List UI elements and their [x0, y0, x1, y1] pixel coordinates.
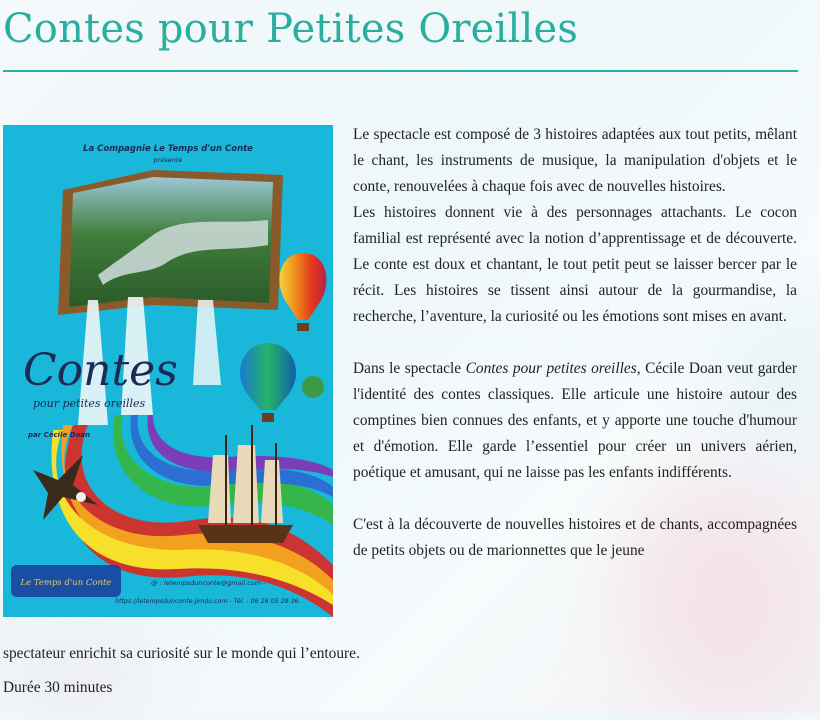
poster-illustration — [3, 125, 333, 617]
paragraph: Le spectacle est composé de 3 histoires adaptées aux tout petits, mêlant le chant, les instruments de musique, la manipulation d'objets et le conte, renouvelées à chaque fois avec de nouvelles histoires. — [353, 126, 797, 195]
poster-presents: présente — [153, 156, 183, 164]
sailing-ship-icon — [198, 525, 293, 543]
poster-show-title: Contes — [23, 345, 178, 396]
spacer — [353, 486, 797, 512]
text-fragment: Dans le spectacle — [353, 360, 466, 377]
show-description — [353, 122, 797, 564]
hot-air-balloon-icon — [240, 343, 296, 410]
waterfall — [193, 300, 221, 385]
paragraph — [353, 356, 797, 486]
show-name-italic: Contes pour petites oreilles — [465, 360, 637, 377]
poster-company: La Compagnie Le Temps d'un Conte — [83, 144, 253, 154]
spacer — [353, 330, 797, 356]
duration-text: Durée 30 minutes — [3, 679, 113, 696]
title-divider — [3, 70, 798, 72]
poster-email: @ : letempsdunconte@gmail.com - — [151, 579, 266, 587]
poster-author: par Cécile Doan — [28, 431, 90, 439]
page-title: Contes pour Petites Oreilles — [3, 6, 579, 52]
paragraph-continuation: spectateur enrichit sa curiosité sur le monde qui l’entoure. — [3, 645, 360, 662]
hot-air-balloon-icon — [280, 253, 327, 320]
paragraph: C'est à la découverte de nouvelles histoires et de chants, accompagnées de petits objets ou de marionnettes que le jeune — [353, 516, 797, 559]
company-logo-text: Le Temps d'un Conte — [20, 578, 112, 588]
show-poster — [3, 125, 333, 617]
hot-air-balloon-icon — [302, 376, 324, 398]
paragraph: Les histoires donnent vie à des personnages attachants. Le cocon familial est représenté avec la notion d’apprentissage et de découverte. Le conte est doux et chantant, le tout petit peut se laisser bercer par le récit. Les histoires se tissent ainsi autour de la gourmandise, la recherche, l’aventure, la curiosité ou les émotions sont mises en avant. — [353, 204, 797, 325]
text-fragment: , Cécile Doan veut garder l'identité des contes classiques. Elle articule une histoire autour des comptines bien connues des enfants, et y apporte une touche d'humour et d'émotion. Elle garde l’essentiel pour créer un univers aérien, poétique et amusant, qui ne laisse pas les enfants indifférents. — [353, 360, 797, 481]
poster-show-subtitle: pour petites oreilles — [33, 397, 146, 410]
poster-website: https://letempsdunconte.jimdo.com - Tél. : 06 26 05 29 36. — [115, 598, 301, 605]
